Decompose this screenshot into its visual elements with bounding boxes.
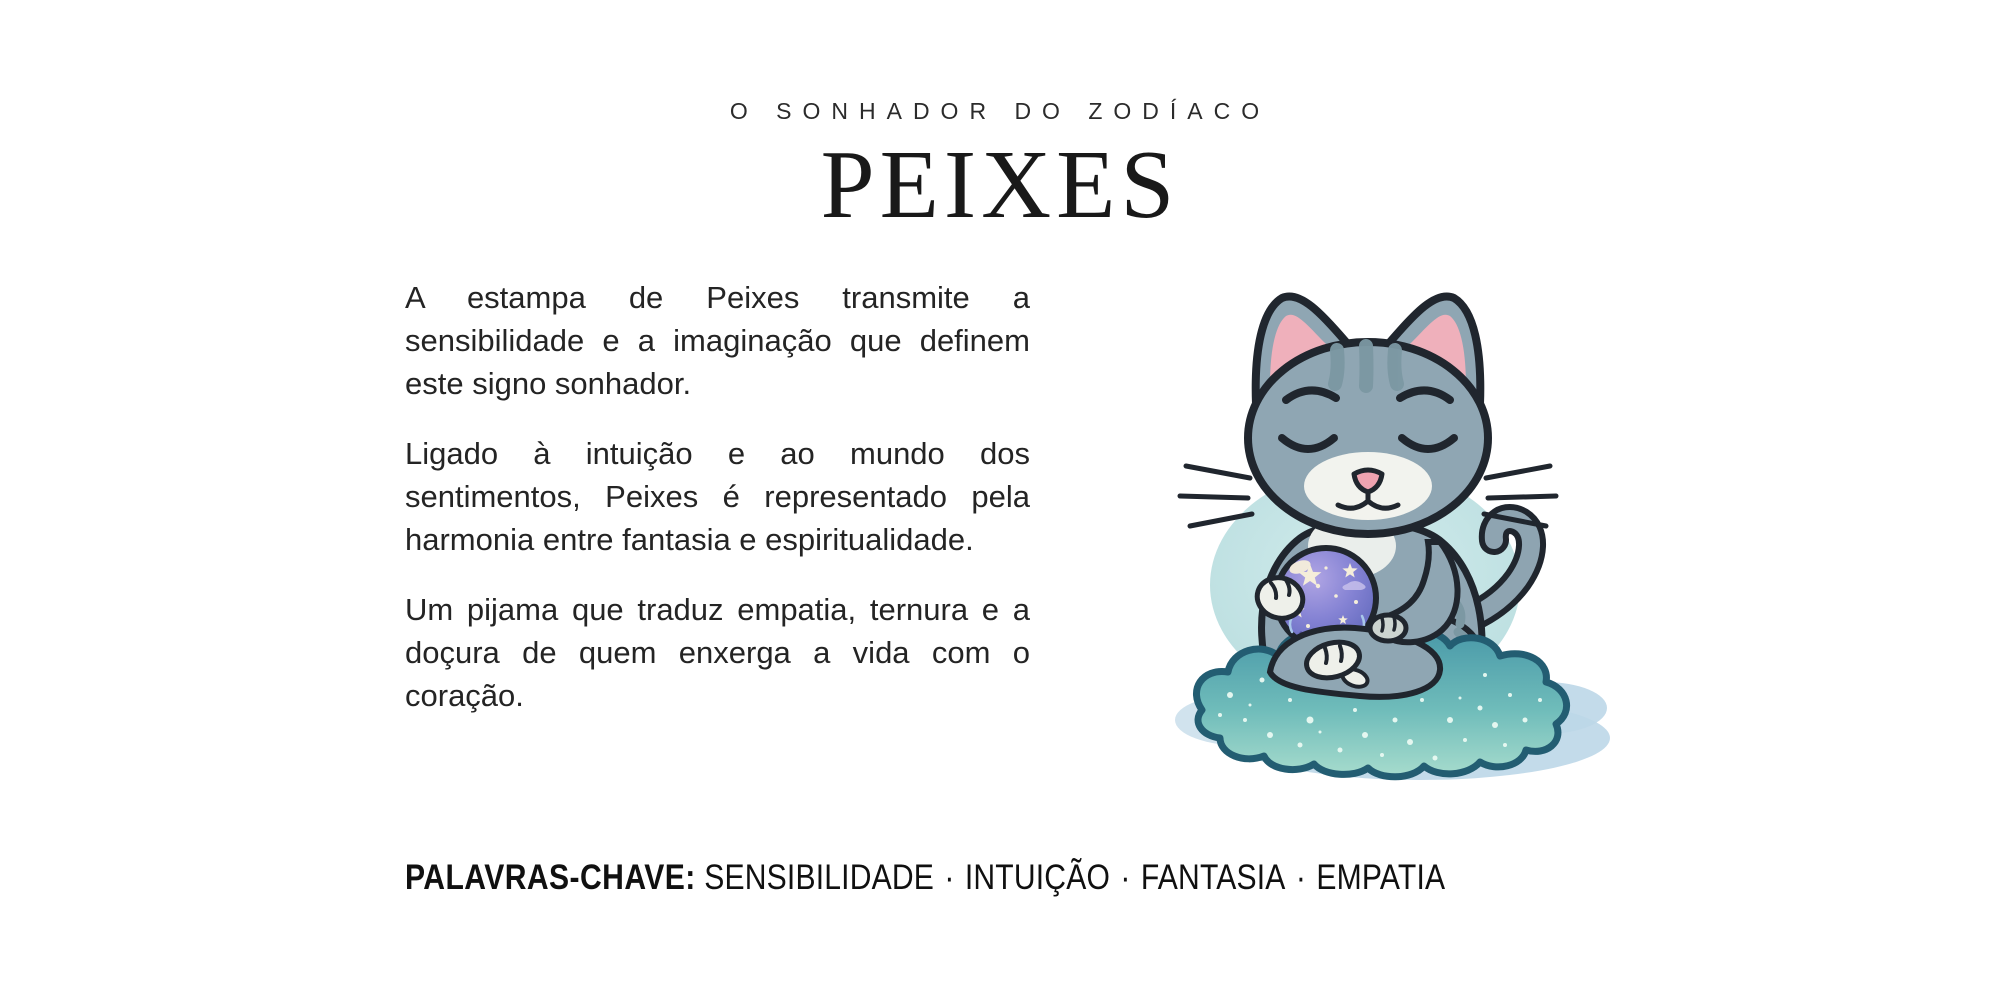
keyword-item-intuicao: INTUIÇÃO [964,858,1111,897]
kicker-text: O SONHADOR DO ZODÍACO [729,98,1271,124]
article-paragraph-2: Ligado à intuição e ao mundo dos sentimentos, Peixes é representado pela harmonia entre fantasia e espiritualidade. [405,436,1030,557]
keywords-line [405,858,1445,898]
cat-nose [1354,470,1382,492]
article-text [405,276,1030,744]
cat-illustration [1150,280,1630,810]
page-title: PEIXES [820,131,1180,238]
cat-head [1180,342,1556,534]
keywords-label: PALAVRAS-CHAVE: [405,858,696,897]
keyword-separator: · [944,858,955,897]
keyword-item-empatia: EMPATIA [1316,858,1446,897]
keyword-separator: · [1295,858,1307,897]
article-paragraph-1: A estampa de Peixes transmite a sensibilidade e a imaginação que definem este signo sonhador. [405,280,1030,401]
article-paragraph-3: Um pijama que traduz empatia, ternura e a doçura de quem enxerga a vida com o coração. [405,592,1030,713]
keyword-item-sensibilidade: SENSIBILIDADE [704,858,935,897]
keyword-item-fantasia: FANTASIA [1140,858,1286,897]
keyword-separator: · [1120,858,1131,897]
